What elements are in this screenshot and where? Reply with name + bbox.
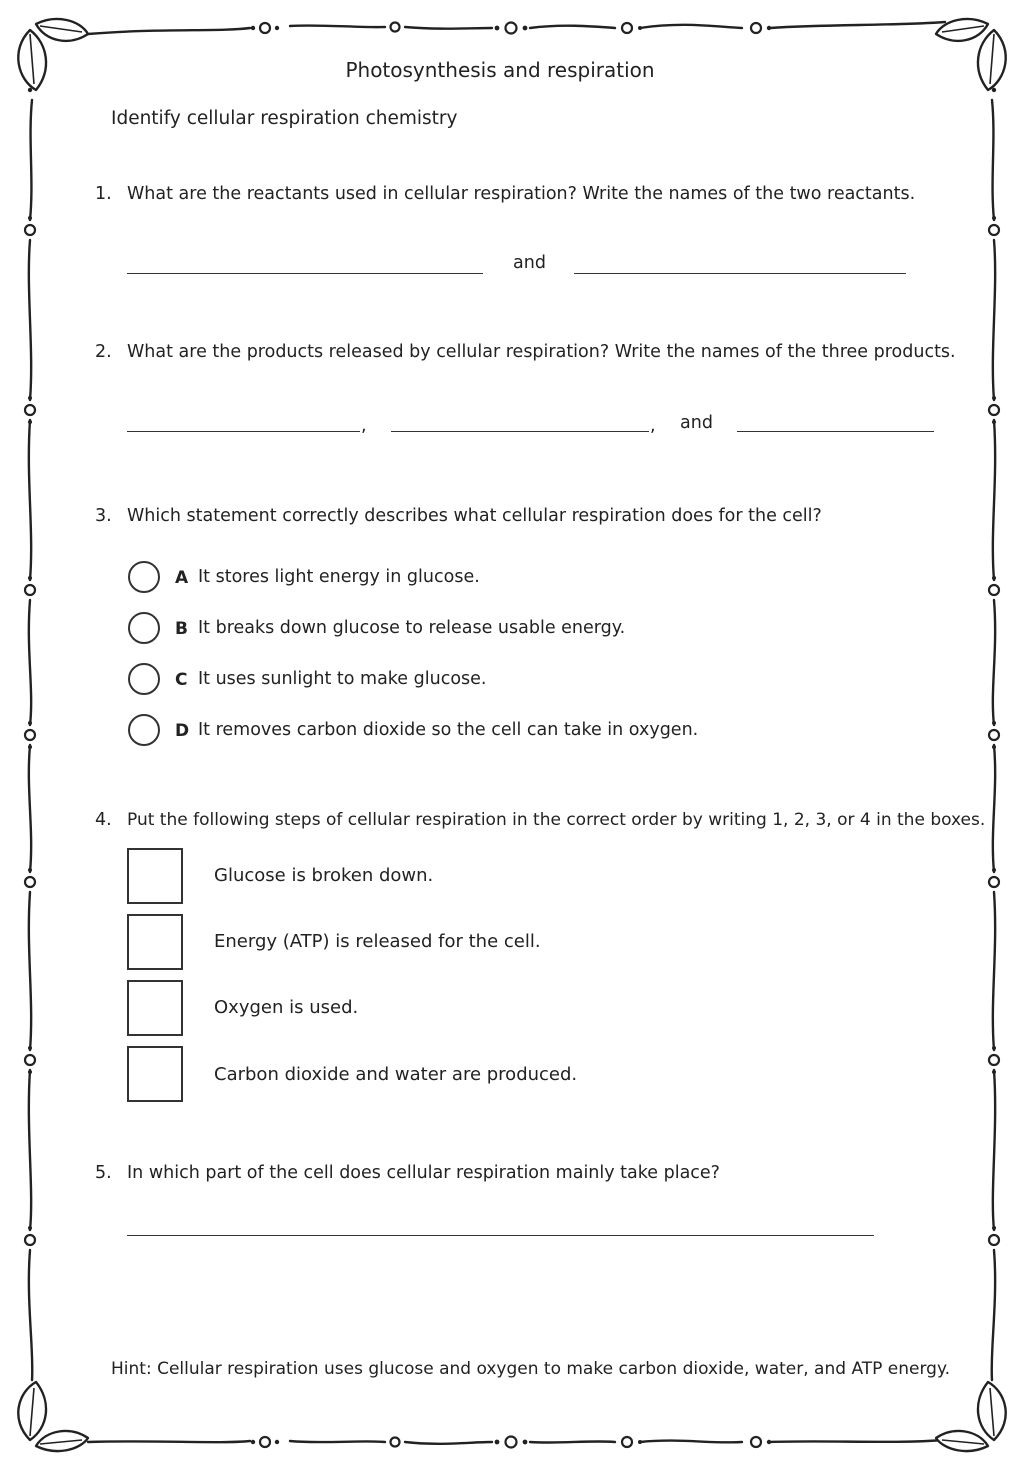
q1-connector: and xyxy=(513,253,546,273)
question-3-text: Which statement correctly describes what cellular respiration does for the cell? xyxy=(127,506,822,526)
option-b-radio[interactable] xyxy=(128,612,160,644)
question-5-text: In which part of the cell does cellular respiration mainly take place? xyxy=(127,1163,720,1183)
q2-answer-line-3[interactable] xyxy=(737,431,934,432)
q2-comma-2: , xyxy=(650,416,656,436)
q2-connector: and xyxy=(680,413,713,433)
q1-answer-line-2[interactable] xyxy=(574,273,906,274)
step-2-box[interactable] xyxy=(127,914,183,970)
hint-text: Hint: Cellular respiration uses glucose and oxygen to make carbon dioxide, water, and ATP energy. xyxy=(111,1359,951,1379)
question-4-text: Put the following steps of cellular respiration in the correct order by writing 1, 2, 3, or 4 in the boxes. xyxy=(127,810,986,830)
option-a-letter: A xyxy=(175,568,189,588)
step-4-text: Carbon dioxide and water are produced. xyxy=(214,1064,578,1085)
question-5-number: 5. xyxy=(95,1163,112,1183)
question-2-text: What are the products released by cellular respiration? Write the names of the three products. xyxy=(127,342,956,362)
step-3-text: Oxygen is used. xyxy=(214,997,359,1018)
q5-answer-line[interactable] xyxy=(127,1235,874,1236)
question-4-number: 4. xyxy=(95,810,112,830)
option-d-radio[interactable] xyxy=(128,714,160,746)
option-c-letter: C xyxy=(175,670,188,690)
option-d-letter: D xyxy=(175,721,190,741)
question-1-number: 1. xyxy=(95,184,112,204)
question-3-number: 3. xyxy=(95,506,112,526)
page-title: Photosynthesis and respiration xyxy=(345,58,655,82)
page-subtitle: Identify cellular respiration chemistry xyxy=(111,108,458,129)
q1-answer-line-1[interactable] xyxy=(127,273,483,274)
option-a-text: It stores light energy in glucose. xyxy=(198,567,480,587)
q2-answer-line-1[interactable] xyxy=(127,431,360,432)
option-c-radio[interactable] xyxy=(128,663,160,695)
option-b-letter: B xyxy=(175,619,188,639)
step-1-box[interactable] xyxy=(127,848,183,904)
option-a-radio[interactable] xyxy=(128,561,160,593)
option-d-text: It removes carbon dioxide so the cell can take in oxygen. xyxy=(198,720,699,740)
q2-comma-1: , xyxy=(361,416,367,436)
option-b-text: It breaks down glucose to release usable energy. xyxy=(198,618,626,638)
question-1-text: What are the reactants used in cellular respiration? Write the names of the two reactants. xyxy=(127,184,916,204)
question-2-number: 2. xyxy=(95,342,112,362)
option-c-text: It uses sunlight to make glucose. xyxy=(198,669,487,689)
step-3-box[interactable] xyxy=(127,980,183,1036)
q2-answer-line-2[interactable] xyxy=(391,431,649,432)
step-4-box[interactable] xyxy=(127,1046,183,1102)
step-1-text: Glucose is broken down. xyxy=(214,865,434,886)
step-2-text: Energy (ATP) is released for the cell. xyxy=(214,931,541,952)
